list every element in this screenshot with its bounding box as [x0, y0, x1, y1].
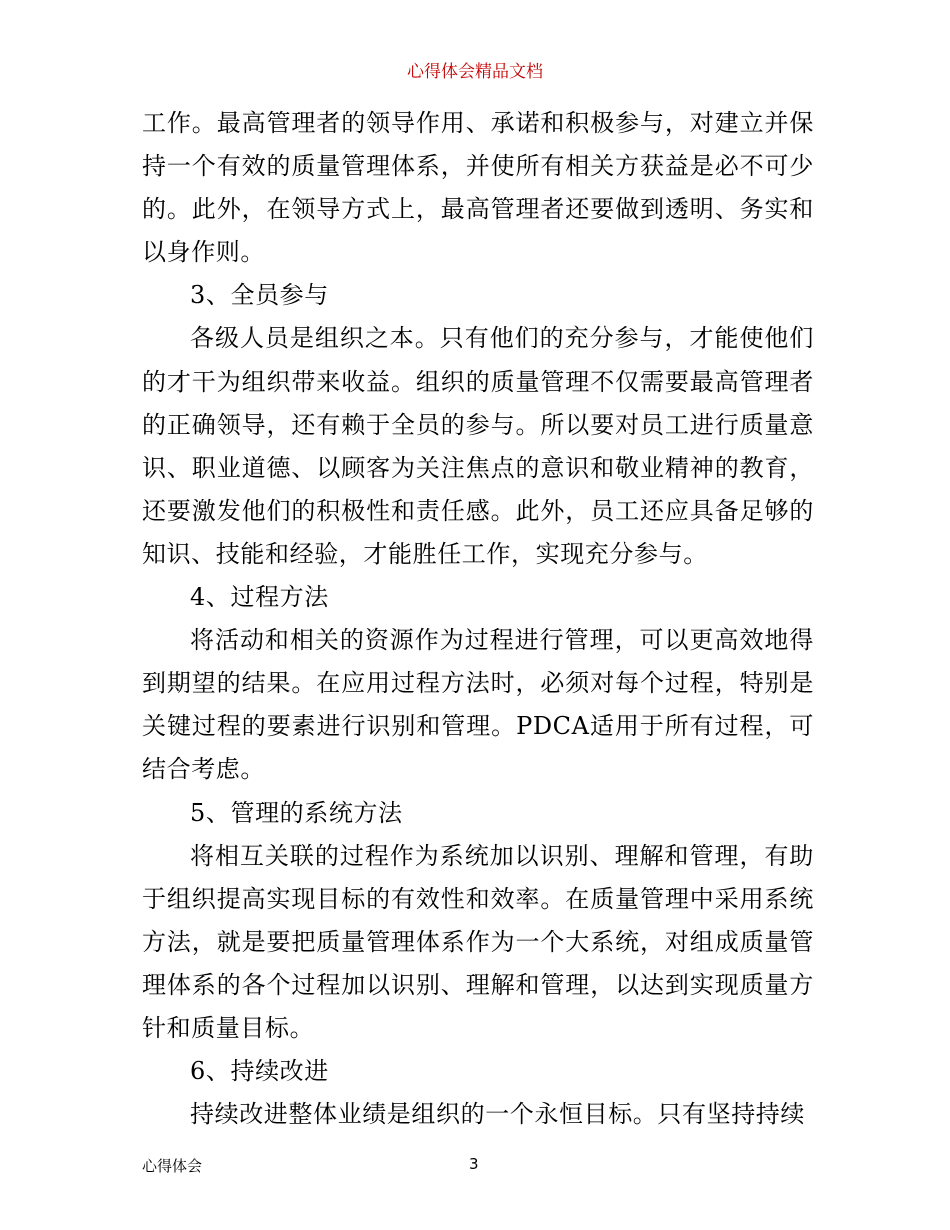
heading-continuous-improvement: 6、持续改进: [190, 1057, 329, 1086]
paragraph-intro-continuation: 工作。最高管理者的领导作用、承诺和积极参与，对建立并保持一个有效的质量管理体系，并使所有相关方获益是必不可少的。此外，在领导方式上，最高管理者还要做到透明、务实和以身作则。: [142, 109, 814, 267]
paragraph-system-approach: 将相互关联的过程作为系统加以识别、理解和管理，有助于组织提高实现目标的有效性和效率。在质量管理中采用系统方法，就是要把质量管理体系作为一个大系统，对组成质量管理体系的各个过程加以识别、理解和管理，以达到实现质量方针和质量目标。: [142, 841, 814, 1042]
paragraph-continuous-improvement: 持续改进整体业绩是组织的一个永恒目标。只有坚持持续: [190, 1100, 805, 1129]
paragraph-process-approach: 将活动和相关的资源作为过程进行管理，可以更高效地得到期望的结果。在应用过程方法时，必须对每个过程，特别是关键过程的要素进行识别和管理。PDCA适用于所有过程，可结合考虑。: [142, 626, 814, 784]
page-header-title: 心得体会精品文档: [407, 62, 543, 82]
page-number: 3: [469, 1155, 479, 1173]
heading-full-participation: 3、全员参与: [190, 281, 329, 310]
paragraph-full-participation: 各级人员是组织之本。只有他们的充分参与，才能使他们的才干为组织带来收益。组织的质量管理不仅需要最高管理者的正确领导，还有赖于全员的参与。所以要对员工进行质量意识、职业道德、以顾客为关注焦点的意识和敬业精神的教育，还要激发他们的积极性和责任感。此外，员工还应具备足够的知识、技能和经验，才能胜任工作，实现充分参与。: [142, 324, 814, 568]
document-body: [142, 102, 814, 1136]
heading-system-approach: 5、管理的系统方法: [190, 798, 403, 827]
footer-label: 心得体会: [142, 1157, 203, 1175]
heading-process-approach: 4、过程方法: [190, 583, 329, 612]
